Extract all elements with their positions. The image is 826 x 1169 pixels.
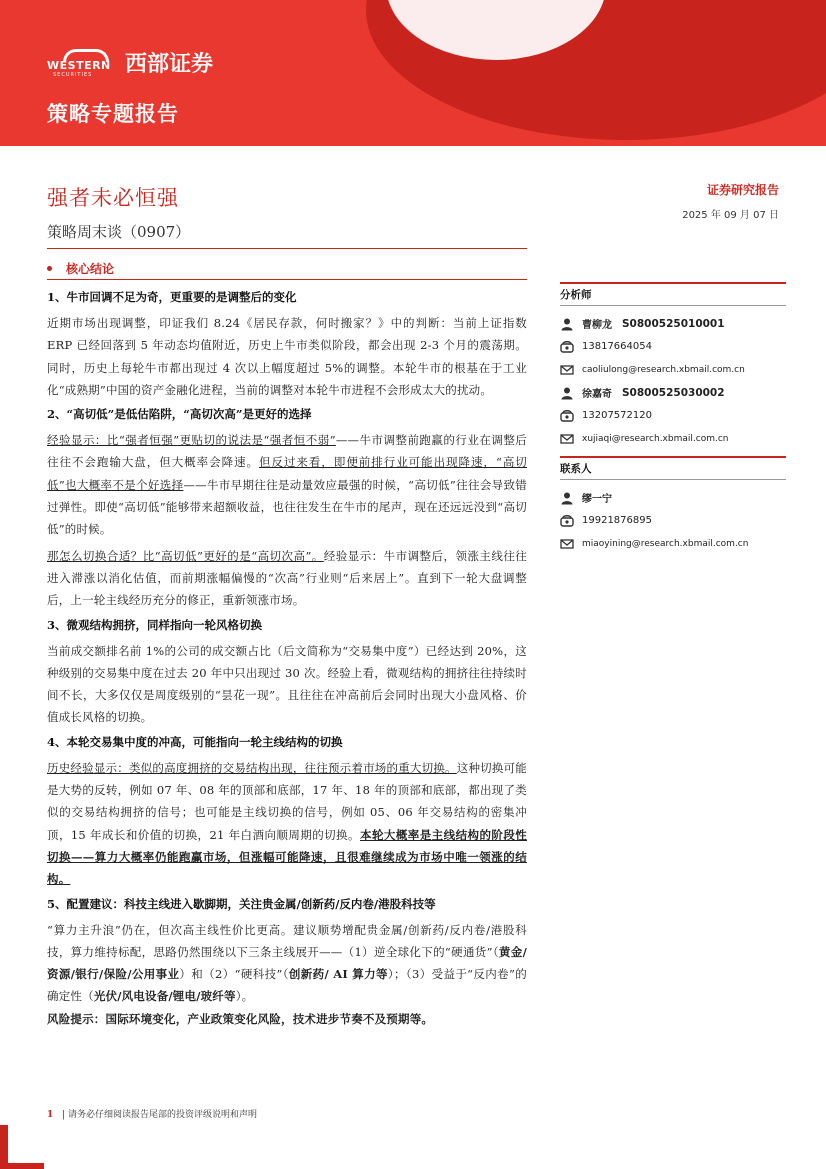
phone-icon xyxy=(560,514,574,528)
body-text: ）和（2）“硬科技”（ xyxy=(179,967,289,982)
corner-decoration xyxy=(0,1163,44,1169)
underlined-text: 历史经验显示：类似的高度拥挤的交易结构出现，往往预示着市场的重大切换。 xyxy=(47,760,457,775)
bold-underlined-text: 本轮大概率是主线结构的阶段性切换——算力大概率仍能跑赢市场，但涨幅可能降速，且很难继续成为市场中唯一领涨的结构。 xyxy=(47,827,527,887)
section-paragraph: 近期市场出现调整，印证我们 8.24《居民存款，何时搬家？》中的判断：当前上证指数 ERP 已经回落到 5 年动态均值附近，历史上牛市类似阶段，都会出现 2-3 个月的震荡期。同时，历史上每轮牛市都出现过 4 次以上幅度超过 5%的调整。本轮牛市的根基在于工业化“成熟期”中国的资产金融化进程，当前的调整对本轮牛市进程不会形成太大的扰动。 xyxy=(47,316,527,397)
body-text: ——牛市调整前跑赢的行业在调整后往往不会跑输大盘，但大概率会降速。 xyxy=(47,433,528,470)
section-paragraph xyxy=(47,545,527,612)
analyst-email-link[interactable]: xujiaqi@research.xbmail.com.cn xyxy=(582,433,729,444)
body-text: 经验显示：牛市调整后，领涨主线往往进入滞涨以消化估值，而前期涨幅偏慢的“次高”行业则“后来居上”。直到下一轮大盘调整后，上一轮主线经历充分的修正，重新领涨市场。 xyxy=(47,548,528,608)
contact-phone: 19921876895 xyxy=(582,515,652,526)
bold-text: 黄金/资源/银行/保险/公用事业 xyxy=(47,944,527,982)
analyst-phone: 13207572120 xyxy=(582,410,652,421)
contact-phone-row xyxy=(560,509,786,532)
report-subtitle: 策略周末谈（0907） xyxy=(47,223,191,241)
section-heading: 3、微观结构拥挤，同样指向一轮风格切换 xyxy=(47,617,262,632)
section-heading: 4、本轮交易集中度的冲高，可能指向一轮主线结构的切换 xyxy=(47,734,343,749)
disclaimer-text: | 请务必仔细阅读报告尾部的投资评级说明和声明 xyxy=(62,1110,258,1120)
email-icon xyxy=(560,363,574,377)
analyst-email-row[interactable] xyxy=(560,427,786,450)
body-text: ——牛市早期往往是动量效应最强的时候，“高切低”往往会导致错过弹性。即使“高切低”能够带来超额收益，也往往发生在牛市的尾声，现在还远远没到“高切低”的时候。 xyxy=(47,477,527,537)
logo-text-cn: 西部证券 xyxy=(125,52,214,77)
section-heading: 2、“高切低”是低估陷阱，“高切次高”是更好的选择 xyxy=(47,407,312,422)
person-icon xyxy=(560,491,574,505)
analyst-phone-row xyxy=(560,335,786,358)
section-paragraph xyxy=(47,757,527,891)
email-icon xyxy=(560,432,574,446)
header-banner xyxy=(0,0,826,146)
core-conclusion-heading xyxy=(47,260,114,277)
risk-warning: 风险提示：国际环境变化，产业政策变化风险，技术进步节奏不及预期等。 xyxy=(47,1011,434,1026)
analyst-email-link[interactable]: caoliulong@research.xbmail.com.cn xyxy=(582,364,745,375)
bold-text: 光伏/风电设备/锂电/玻纤等 xyxy=(93,989,236,1004)
phone-icon xyxy=(560,340,574,354)
core-conclusion-label: 核心结论 xyxy=(66,262,115,276)
company-logo xyxy=(47,47,213,78)
bullet-icon xyxy=(47,266,52,271)
underlined-text: 经验显示：比“强者恒强”更贴切的说法是“强者恒不弱” xyxy=(47,433,336,448)
analyst-row xyxy=(560,381,786,404)
body-text: ）；（3）受益于“反内卷”的确定性（ xyxy=(47,967,527,1004)
title-divider xyxy=(47,248,527,249)
page-number: 1 xyxy=(47,1110,54,1120)
underlined-text: 但反过来看，即便前排行业可能出现降速，“高切低”也大概率不是个好选择 xyxy=(47,455,527,492)
sidebar xyxy=(560,282,786,555)
logo-text-en: WESTERN xyxy=(47,58,111,72)
main-content xyxy=(47,288,527,1034)
analyst-row xyxy=(560,312,786,335)
contact-name: 缪一宁 xyxy=(582,494,612,505)
body-text: ）。 xyxy=(235,989,254,1004)
section-paragraph: 当前成交额排名前 1%的公司的成交额占比（后文简称为“交易集中度”）已经达到 20%，这种级别的交易集中度在过去 20 年中只出现过 30 次。经验上看，微观结构的拥挤往往持续时间不长，大多仅仅是周度级别的“昙花一现”。且往往在冲高前后会同时出现大小盘风格、价值成长风格的切换。 xyxy=(47,643,527,725)
contact-email-link[interactable]: miaoyining@research.xbmail.com.cn xyxy=(582,538,749,549)
report-tag: 证券研究报告 xyxy=(706,183,779,197)
logo-text-en-sub: SECURITIES xyxy=(53,71,93,78)
report-title: 强者未必恒强 xyxy=(47,186,179,210)
page-footer xyxy=(47,1107,257,1120)
contact-heading: 联系人 xyxy=(560,456,786,480)
section-heading: 1、牛市回调不足为奇，更重要的是调整后的变化 xyxy=(47,290,297,304)
report-date: 2025 年 09 月 07 日 xyxy=(682,210,779,221)
person-icon xyxy=(560,317,574,331)
analyst-phone-row xyxy=(560,404,786,427)
analyst-phone: 13817664054 xyxy=(582,341,652,352)
analyst-cert: S0800525010001 xyxy=(622,317,725,330)
section-paragraph xyxy=(47,919,527,1030)
analyst-cert: S0800525030002 xyxy=(622,386,725,399)
body-text: “算力主升浪”仍在，但次高主线性价比更高。建议顺势增配贵金属/创新药/反内卷/港股科技，算力维持标配，思路仍然围绕以下三条主线展开——（1）逆全球化下的“硬通货”（ xyxy=(47,922,527,959)
section-paragraph xyxy=(47,429,527,540)
body-text: 这种切换可能是大势的反转，例如 07 年、08 年的顶部和底部，17 年、18 年的顶部和底部，都出现了类似的交易结构拥挤的信号；也可能是主线切换的信号，例如 05、06 年交易结构的密集冲顶，15 年成长和价值的切换，21 年白酒向顺周期的切换。 xyxy=(47,760,528,842)
section-heading: 5、配置建议：科技主线进入歇脚期，关注贵金属/创新药/反内卷/港股科技等 xyxy=(47,896,436,911)
analyst-email-row[interactable] xyxy=(560,358,786,381)
bull-horns-logo-icon xyxy=(47,49,121,77)
analyst-name: 徐嘉奇 xyxy=(582,389,612,400)
analyst-heading: 分析师 xyxy=(560,282,786,306)
bold-text: 创新药/ AI 算力等 xyxy=(288,967,388,982)
person-icon xyxy=(560,386,574,400)
underlined-text: 那怎么切换合适？比“高切低”更好的是“高切次高”。 xyxy=(47,548,324,563)
contact-email-row[interactable] xyxy=(560,532,786,555)
report-type: 策略专题报告 xyxy=(47,101,179,126)
analyst-name: 曹柳龙 xyxy=(582,320,612,331)
email-icon xyxy=(560,537,574,551)
contact-row xyxy=(560,486,786,509)
core-divider xyxy=(47,279,527,280)
phone-icon xyxy=(560,409,574,423)
